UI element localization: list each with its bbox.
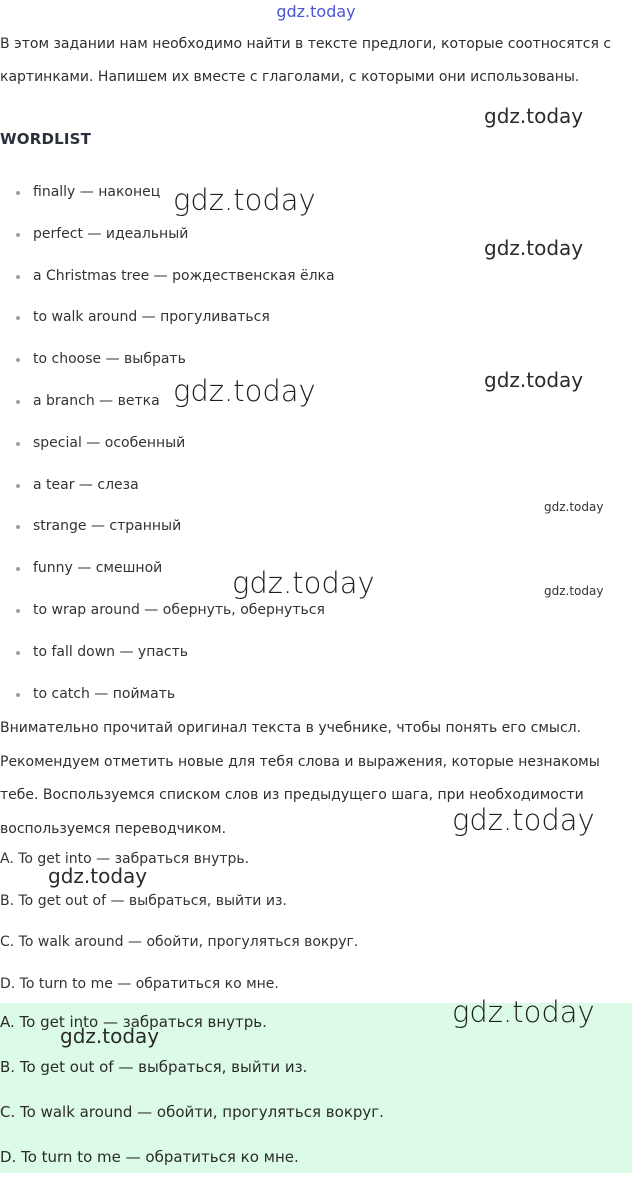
list-item [0, 297, 335, 339]
site-watermark-header: gdz.today [276, 2, 356, 21]
list-item-text: finally — наконец [33, 184, 161, 200]
list-item-text: a branch — ветка [33, 392, 160, 409]
bullet-icon [16, 525, 20, 529]
list-item [0, 465, 335, 507]
list-item [0, 256, 335, 298]
list-item [0, 423, 335, 465]
final-answer-item: D. To turn to me — обратиться ко мне. [0, 1148, 299, 1166]
watermark: gdz.today [173, 183, 316, 217]
intro-paragraph: В этом задании нам необходимо найти в тексте предлоги, которые соотносятся с картинками. Напишем их вместе с глаголами, с которыми они использованы. [0, 36, 612, 85]
list-item-text: perfect — идеальный [33, 225, 189, 242]
wordlist-heading: WORDLIST [0, 130, 92, 148]
list-item [0, 632, 335, 674]
answer-item: B. To get out of — выбраться, выйти из. [0, 892, 287, 909]
watermark: gdz.today [173, 374, 316, 408]
bullet-icon [16, 567, 20, 571]
bullet-icon [16, 693, 20, 697]
watermark: gdz.today [544, 584, 604, 598]
bullet-icon [16, 484, 20, 488]
answer-item: D. To turn to me — обратиться ко мне. [0, 976, 279, 993]
list-item [0, 172, 335, 214]
list-item-text: to fall down — упасть [33, 643, 189, 660]
final-answer-item: B. To get out of — выбраться, выйти из. [0, 1058, 308, 1076]
instructions-paragraph: Внимательно прочитай оригинал текста в учебнике, чтобы понять его смысл. Рекомендуем отметить новые для тебя слова и выражения, которые незнакомы тебе. Воспользуемся списком слов из предыдущего шага, при необходимости воспользуемся переводчиком. [0, 720, 600, 837]
bullet-icon [16, 316, 20, 320]
watermark: gdz.today [544, 500, 604, 514]
answer-box [0, 1003, 632, 1173]
watermark: gdz.today [452, 995, 595, 1029]
list-item-text: a tear — слеза [33, 476, 139, 493]
list-item [0, 506, 335, 548]
list-item [0, 674, 335, 716]
watermark: gdz.today [452, 803, 595, 837]
list-item-text: strange — странный [33, 518, 182, 535]
wordlist [0, 172, 335, 715]
bullet-icon [16, 651, 20, 655]
bullet-icon [16, 442, 20, 446]
list-item [0, 548, 335, 590]
list-item [0, 214, 335, 256]
answer-item: A. To get into — забраться внутрь. [0, 851, 250, 867]
bullet-icon [16, 275, 20, 279]
bullet-icon [16, 191, 20, 195]
list-item [0, 590, 335, 632]
list-item-text: to wrap around — обернуть, обернуться [33, 601, 325, 618]
watermark: gdz.today [484, 368, 584, 392]
list-item-text: to choose — выбрать [33, 351, 186, 368]
list-item-text: to walk around — прогуливаться [33, 309, 270, 326]
final-answers-list [0, 1003, 384, 1183]
watermark: gdz.today [484, 236, 584, 260]
bullet-icon [16, 609, 20, 613]
bullet-icon [16, 400, 20, 404]
bullet-icon [16, 358, 20, 362]
list-item-text: funny — смешной [33, 560, 163, 577]
watermark: gdz.today [232, 566, 375, 600]
list-item-text: to catch — поймать [33, 685, 176, 702]
list-item-text: a Christmas tree — рождественская ёлка [33, 267, 335, 284]
bullet-icon [16, 233, 20, 237]
list-item [0, 381, 335, 423]
watermark: gdz.today [484, 104, 584, 128]
answer-item: C. To walk around — обойти, прогуляться вокруг. [0, 934, 359, 951]
final-answer-item: A. To get into — забраться внутрь. [0, 1013, 267, 1031]
watermark: gdz.today [48, 864, 148, 888]
answers-list [0, 839, 358, 1006]
watermark: gdz.today [60, 1024, 160, 1048]
list-item-text: special — особенный [33, 434, 186, 451]
final-answer-item: C. To walk around — обойти, прогуляться вокруг. [0, 1103, 384, 1121]
list-item [0, 339, 335, 381]
